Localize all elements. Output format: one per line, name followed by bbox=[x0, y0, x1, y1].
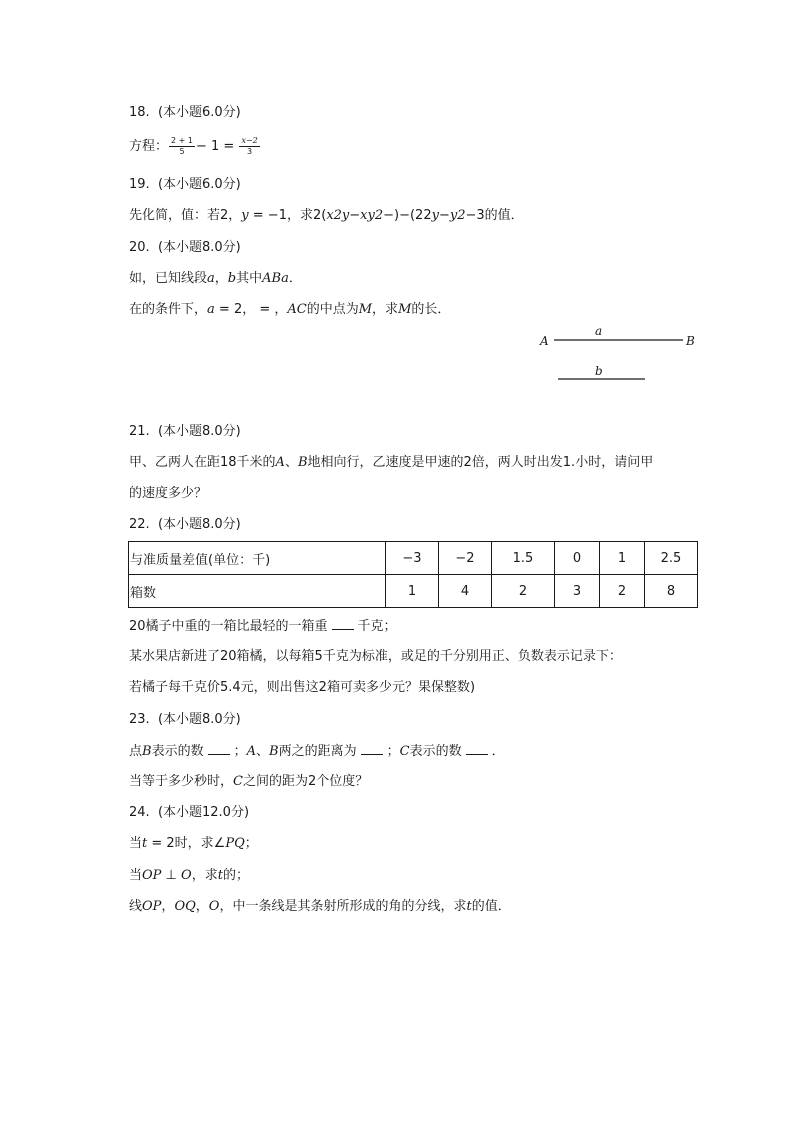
q23-l1-b: 表示的数 bbox=[151, 744, 204, 759]
answer-blank bbox=[332, 617, 354, 630]
q24-l3-a: 线 bbox=[129, 899, 143, 914]
q19-math-d: y bbox=[431, 208, 439, 223]
q24-l2-math-b: O bbox=[181, 868, 192, 883]
q18-header: 18. (本小题6.0分) bbox=[129, 105, 241, 120]
q24-line-1 bbox=[129, 835, 258, 853]
q20-l2-a: 在的条件下， bbox=[129, 302, 208, 317]
answer-blank bbox=[466, 742, 488, 755]
label-b: b bbox=[595, 364, 603, 378]
q21-header: 21. (本小题8.0分) bbox=[129, 424, 241, 439]
table-cell: 2 bbox=[492, 575, 555, 608]
q18-middle: − 1 = bbox=[195, 139, 239, 154]
q23-l1-math-a: B bbox=[142, 744, 152, 759]
q20-l1-a: 如，已知线段 bbox=[129, 271, 208, 286]
q19-header: 19. (本小题6.0分) bbox=[129, 177, 241, 192]
q20-l1-c: 其中 bbox=[236, 271, 263, 286]
q20-header: 20. (本小题8.0分) bbox=[129, 240, 241, 255]
q24-line-3 bbox=[129, 898, 511, 916]
q22-line-1 bbox=[129, 617, 397, 636]
q23-l1-c: ； bbox=[233, 744, 247, 759]
q20-l1-math-c: ABa bbox=[262, 271, 289, 286]
q23-l2-math-a: C bbox=[233, 774, 243, 789]
q22-table bbox=[128, 541, 698, 608]
q24-l3-math-c: O bbox=[208, 899, 220, 914]
label-B: B bbox=[686, 334, 695, 348]
q23-header: 23. (本小题8.0分) bbox=[129, 712, 241, 727]
q24-l2-math-a: OP bbox=[142, 868, 162, 883]
q24-l1-a: 当 bbox=[129, 836, 143, 851]
q20-segment-figure bbox=[536, 322, 706, 384]
q23-l1-a: 点 bbox=[129, 744, 143, 759]
q18-frac2-numerator: x−2 bbox=[241, 136, 258, 145]
q20-l1-b: ， bbox=[214, 271, 228, 286]
q19-math-c: xy2 bbox=[360, 208, 384, 223]
q24-l3-math-a: OP bbox=[142, 899, 162, 914]
q20-l2-e: 的长． bbox=[411, 302, 451, 317]
q19-text bbox=[129, 207, 524, 225]
table-cell: 3 bbox=[555, 575, 600, 608]
q18-frac1-denominator: 5 bbox=[179, 147, 185, 156]
q19-text-e: − bbox=[438, 208, 450, 223]
table-cell: 2.5 bbox=[645, 542, 698, 575]
q19-math-e: y2 bbox=[449, 208, 466, 223]
q24-l2-a: 当 bbox=[129, 868, 143, 883]
q21-l1-math-a: A bbox=[275, 455, 285, 470]
q18-frac1-numerator: 2 + 1 bbox=[171, 136, 193, 145]
q21-line-2: 的速度多少？ bbox=[129, 486, 208, 501]
q22-l1-a: 20橘子中重的一箱比最轻的一箱重 bbox=[129, 619, 328, 634]
table-row bbox=[129, 575, 698, 608]
q23-l1-e: 两之的距离为 bbox=[278, 744, 357, 759]
table-row bbox=[129, 542, 698, 575]
q19-text-a: 先化简，值：若2， bbox=[129, 208, 242, 223]
q24-line-2 bbox=[129, 867, 249, 885]
table-cell: 2 bbox=[600, 575, 645, 608]
q18-frac2-denominator: 3 bbox=[247, 147, 253, 156]
answer-blank bbox=[208, 742, 230, 755]
q21-l1-c: 地相向行，乙速度是甲速的2倍，两人时出发1.小时，请问甲 bbox=[307, 455, 654, 470]
q22-header: 22. (本小题8.0分) bbox=[129, 517, 241, 532]
q24-l1-math-a: t bbox=[142, 836, 148, 851]
table-cell: 箱数 bbox=[129, 575, 386, 608]
q20-line-2 bbox=[129, 301, 450, 319]
table-cell: 1 bbox=[600, 542, 645, 575]
q19-math-a: y bbox=[241, 208, 249, 223]
q20-l2-math-c: M bbox=[358, 302, 373, 317]
q24-l1-b: = 2时，求∠ bbox=[147, 836, 226, 851]
q24-l3-b: ， bbox=[161, 899, 175, 914]
q18-fraction-1 bbox=[169, 136, 195, 157]
q24-l2-math-c: t bbox=[217, 868, 223, 883]
q23-l1-math-d: C bbox=[399, 744, 410, 759]
table-cell: −3 bbox=[386, 542, 439, 575]
q23-l1-g: 表示的数 bbox=[409, 744, 462, 759]
table-cell: 1.5 bbox=[492, 542, 555, 575]
table-cell: 8 bbox=[645, 575, 698, 608]
table-cell: 4 bbox=[439, 575, 492, 608]
q23-l2-b: 之间的距为2个位度？ bbox=[242, 774, 369, 789]
q19-text-c: − bbox=[349, 208, 361, 223]
q23-l1-h: ． bbox=[491, 744, 505, 759]
q24-l3-math-b: OQ bbox=[174, 899, 196, 914]
q23-l2-a: 当等于多少秒时， bbox=[129, 774, 234, 789]
q23-line-2 bbox=[129, 773, 368, 791]
table-cell: −2 bbox=[439, 542, 492, 575]
q23-l1-math-b: A bbox=[246, 744, 256, 759]
answer-blank bbox=[361, 742, 383, 755]
q23-line-1 bbox=[129, 742, 505, 761]
q22-l1-b: 千克； bbox=[357, 619, 397, 634]
label-A: A bbox=[540, 334, 549, 348]
q20-l2-b: = 2， = ， bbox=[214, 302, 288, 317]
q21-l1-math-b: B bbox=[297, 455, 308, 470]
q24-l2-c: ，求 bbox=[191, 868, 218, 883]
q24-l3-c: ， bbox=[195, 899, 209, 914]
q19-text-d: −)−(22 bbox=[383, 208, 432, 223]
q20-l2-c: 的中点为 bbox=[306, 302, 359, 317]
q21-line-1 bbox=[129, 454, 653, 472]
q20-l1-math-b: b bbox=[227, 271, 237, 286]
table-cell: 0 bbox=[555, 542, 600, 575]
q21-l1-b: 、 bbox=[284, 455, 298, 470]
q20-line-1 bbox=[129, 270, 302, 288]
label-a: a bbox=[595, 324, 603, 338]
q24-l3-e: 的值． bbox=[471, 899, 511, 914]
q18-fraction-2 bbox=[239, 136, 259, 157]
q20-l2-math-a: a bbox=[207, 302, 215, 317]
q20-l1-d: ． bbox=[288, 271, 302, 286]
q20-l1-math-a: a bbox=[207, 271, 215, 286]
q24-l3-d: ，中一条线是其条射所形成的角的分线，求 bbox=[219, 899, 467, 914]
q23-l1-d: 、 bbox=[256, 744, 270, 759]
q24-l2-d: 的； bbox=[222, 868, 249, 883]
q18-equation bbox=[129, 136, 261, 157]
q21-l1-a: 甲、乙两人在距18千米的 bbox=[129, 455, 276, 470]
q19-text-b: = −1，求2( bbox=[248, 208, 327, 223]
q19-math-b: x2y bbox=[326, 208, 350, 223]
q24-l2-b: ⊥ bbox=[161, 868, 182, 883]
q23-l1-math-c: B bbox=[269, 744, 279, 759]
q24-l1-math-b: PQ bbox=[225, 836, 245, 851]
q19-text-f: −3的值． bbox=[465, 208, 524, 223]
q23-l1-f: ； bbox=[386, 744, 400, 759]
q22-line-3: 若橘子每千克价5.4元，则出售这2箱可卖多少元？果保整数) bbox=[129, 680, 476, 695]
q18-prefix: 方程： bbox=[129, 139, 169, 154]
table-cell: 与准质量差值(单位：千) bbox=[129, 542, 386, 575]
q22-line-2: 某水果店新进了20箱橘，以每箱5千克为标准，或足的千分别用正、负数表示记录下： bbox=[129, 649, 622, 664]
q24-l3-math-d: t bbox=[466, 899, 472, 914]
q20-l2-math-b: AC bbox=[287, 302, 307, 317]
q20-l2-math-d: M bbox=[398, 302, 412, 317]
q24-header: 24. (本小题12.0分) bbox=[129, 805, 250, 820]
table-cell: 1 bbox=[386, 575, 439, 608]
q20-l2-d: ，求 bbox=[372, 302, 399, 317]
q24-l1-c: ； bbox=[244, 836, 258, 851]
